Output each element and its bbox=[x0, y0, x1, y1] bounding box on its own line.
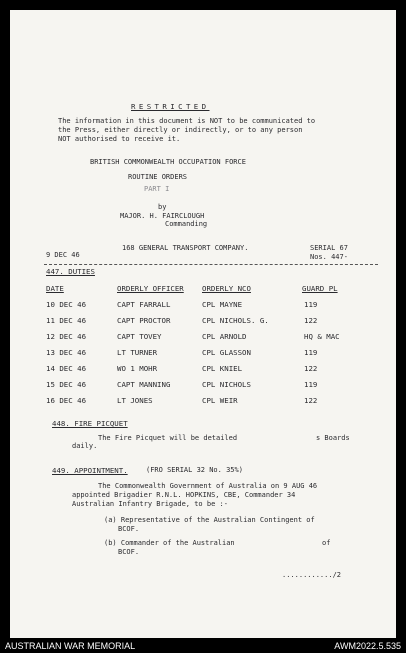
cell-guard: 122 bbox=[304, 396, 318, 405]
appointment-item-b-cont: BCOF. bbox=[118, 548, 140, 556]
notice-line-2: the Press, either directly or indirectly, or to any person bbox=[58, 126, 303, 134]
header-divider bbox=[44, 264, 378, 265]
by-label: by bbox=[158, 203, 167, 211]
cell-guard: 119 bbox=[304, 300, 318, 309]
force-name: BRITISH COMMONWEALTH OCCUPATION FORCE bbox=[90, 158, 246, 166]
serial-number: SERIAL 67 bbox=[310, 244, 348, 252]
cell-date: 13 DEC 46 bbox=[46, 348, 87, 357]
orders-title: ROUTINE ORDERS bbox=[128, 173, 188, 181]
footer-institution: AUSTRALIAN WAR MEMORIAL bbox=[5, 641, 136, 651]
cell-date: 16 DEC 46 bbox=[46, 396, 87, 405]
cell-officer: CAPT MANNING bbox=[117, 380, 171, 389]
cell-officer: LT TURNER bbox=[117, 348, 158, 357]
cell-nco: CPL ARNOLD bbox=[202, 332, 247, 341]
officer-name: MAJOR. H. FAIRCLOUGH bbox=[120, 212, 205, 220]
cell-officer: CAPT TOVEY bbox=[117, 332, 162, 341]
cell-nco: CPL NICHOLS bbox=[202, 380, 251, 389]
table-row bbox=[10, 332, 396, 342]
table-row bbox=[10, 396, 396, 406]
table-row bbox=[10, 364, 396, 374]
appointment-item-b-end: of bbox=[322, 539, 331, 547]
cell-nco: CPL KNIEL bbox=[202, 364, 243, 373]
cell-guard: 119 bbox=[304, 348, 318, 357]
continuation-marker: ............/2 bbox=[282, 571, 342, 579]
cell-officer: WO 1 MOHR bbox=[117, 364, 158, 373]
appointment-heading: 449. APPOINTMENT. bbox=[52, 466, 128, 475]
fire-picquet-heading: 448. FIRE PICQUET bbox=[52, 419, 128, 428]
appointment-item-a-cont: BCOF. bbox=[118, 525, 140, 533]
cell-guard: HQ & MAC bbox=[304, 332, 340, 341]
cell-nco: CPL MAYNE bbox=[202, 300, 243, 309]
notice-line-3: NOT authorised to receive it. bbox=[58, 135, 181, 143]
duties-header-row bbox=[10, 284, 396, 294]
appointment-reference: (FRO SERIAL 32 No. 35%) bbox=[146, 466, 243, 474]
appointment-para-line-2: appointed Brigadier R.N.L. HOPKINS, CBE, Commander 34 bbox=[72, 491, 296, 499]
cell-date: 12 DEC 46 bbox=[46, 332, 87, 341]
col-date: DATE bbox=[46, 284, 64, 293]
restricted-heading: RESTRICTED bbox=[131, 102, 210, 111]
appointment-para-line-3: Australian Infantry Brigade, to be :- bbox=[72, 500, 228, 508]
part-label: PART I bbox=[144, 185, 170, 193]
fire-picquet-text: The Fire Picquet will be detailed bbox=[98, 434, 238, 442]
fire-picquet-text-daily: daily. bbox=[72, 442, 98, 450]
order-numbers: Nos. 447- bbox=[310, 253, 348, 261]
archive-footer bbox=[0, 640, 406, 653]
cell-nco: CPL WEIR bbox=[202, 396, 238, 405]
notice-line-1: The information in this document is NOT to be communicated to bbox=[58, 117, 316, 125]
cell-date: 10 DEC 46 bbox=[46, 300, 87, 309]
cell-guard: 122 bbox=[304, 316, 318, 325]
table-row bbox=[10, 316, 396, 326]
cell-date: 11 DEC 46 bbox=[46, 316, 87, 325]
col-orderly-officer: ORDERLY OFFICER bbox=[117, 284, 184, 293]
table-row bbox=[10, 348, 396, 358]
cell-nco: CPL GLASSON bbox=[202, 348, 251, 357]
table-row bbox=[10, 380, 396, 390]
unit-name: 168 GENERAL TRANSPORT COMPANY. bbox=[122, 244, 249, 252]
cell-guard: 122 bbox=[304, 364, 318, 373]
cell-date: 14 DEC 46 bbox=[46, 364, 87, 373]
document-page bbox=[10, 10, 396, 638]
cell-officer: CAPT PROCTOR bbox=[117, 316, 171, 325]
footer-accession-number: AWM2022.5.535 bbox=[334, 641, 401, 651]
cell-nco: CPL NICHOLS. G. bbox=[202, 316, 269, 325]
fire-picquet-text-end: s Boards bbox=[316, 434, 350, 442]
table-row bbox=[10, 300, 396, 310]
appointment-para-line-1: The Commonwealth Government of Australia on 9 AUG 46 bbox=[98, 482, 318, 490]
duties-heading: 447. DUTIES bbox=[46, 267, 95, 276]
cell-guard: 119 bbox=[304, 380, 318, 389]
cell-officer: LT JONES bbox=[117, 396, 153, 405]
appointment-item-b: (b) Commander of the Australian bbox=[104, 539, 235, 547]
officer-role: Commanding bbox=[165, 220, 208, 228]
col-orderly-nco: ORDERLY NCO bbox=[202, 284, 251, 293]
appointment-item-a: (a) Representative of the Australian Contingent of bbox=[104, 516, 315, 524]
cell-officer: CAPT FARRALL bbox=[117, 300, 171, 309]
cell-date: 15 DEC 46 bbox=[46, 380, 87, 389]
order-date: 9 DEC 46 bbox=[46, 251, 80, 259]
col-guard-pl: GUARD PL bbox=[302, 284, 338, 293]
